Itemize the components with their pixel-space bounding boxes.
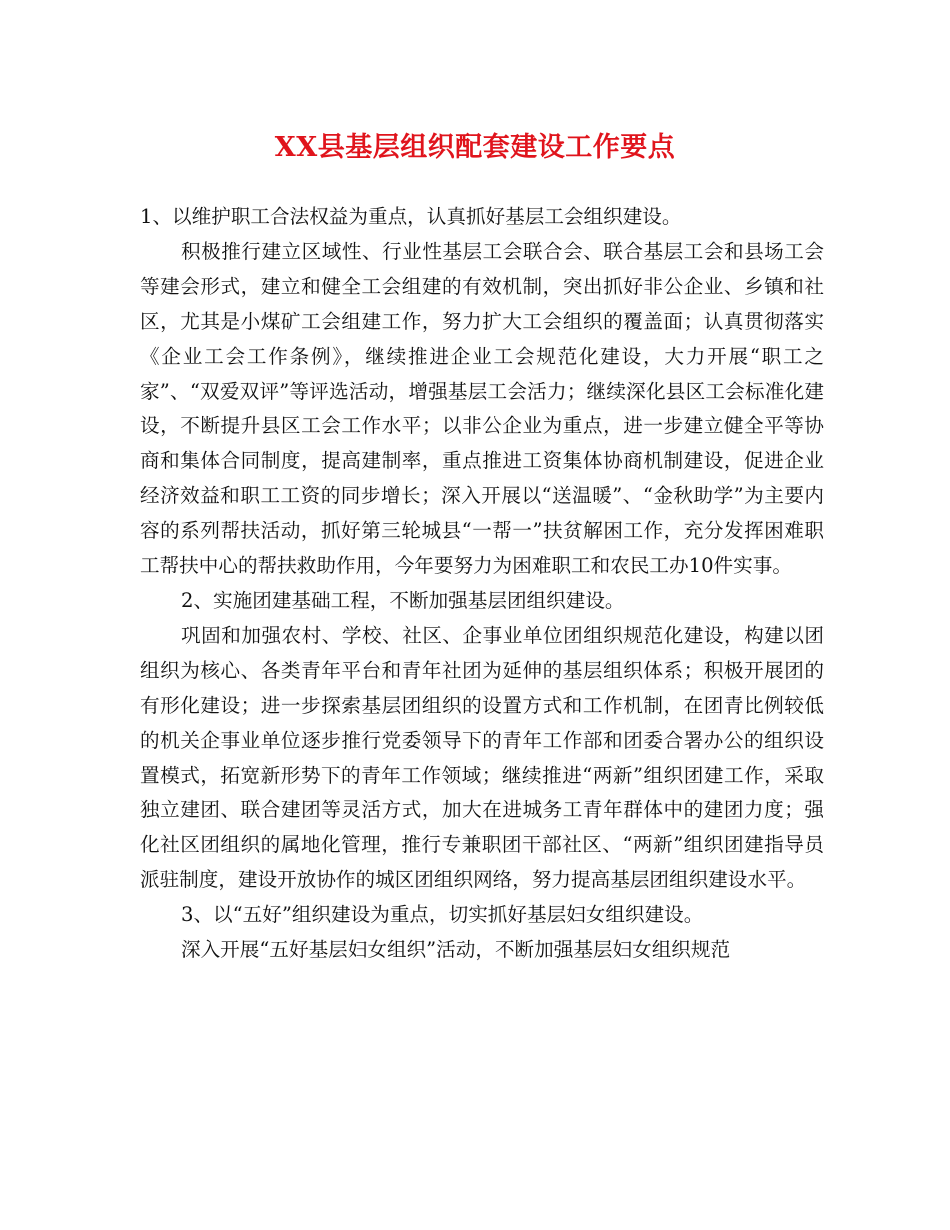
section-3-paragraph: 深入开展“五好基层妇女组织”活动，不断加强基层妇女组织规范 [181,938,731,962]
section-3-heading: 3、以“五好”组织建设为重点，切实抓好基层妇女组织建设。 [181,903,704,927]
section-2-heading: 2、实施团建基础工程，不断加强基层团组织建设。 [181,588,625,612]
section-2-paragraph: 巩固和加强农村、学校、社区、企事业单位团组织规范化建设，构建以团组织为核心、各类青年平台和青年社团为延伸的基层组织体系；积极开展团的有形化建设；进一步探索基层团组织的设置方式和工作机制，在团青比例较低的机关企事业单位逐步推行党委领导下的青年工作部和团委合署办公的组织设置模式，拓宽新形势下的青年工作领域；继续推进“两新”组织团建工作，采取独立建团、联合建团等灵活方式，加大在进城务工青年群体中的建团力度；强化社区团组织的属地化管理，推行专兼职团干部社区、“两新”组织团建指导员派驻制度，建设开放协作的城区团组织网络，努力提高基层团组织建设水平。 [140,623,824,892]
section-1-paragraph: 积极推行建立区域性、行业性基层工会联合会、联合基层工会和县场工会等建会形式，建立和健全工会组建的有效机制，突出抓好非公企业、乡镇和社区，尤其是小煤矿工会组建工作，努力扩大工会组织的覆盖面；认真贯彻落实《企业工会工作条例》，继续推进企业工会规范化建设，大力开展“职工之家”、“双爱双评”等评选活动，增强基层工会活力；继续深化县区工会标准化建设，不断提升县区工会工作水平；以非公企业为重点，进一步建立健全平等协商和集体合同制度，提高建制率，重点推进工资集体协商机制建设，促进企业经济效益和职工工资的同步增长；深入开展以“送温暖”、“金秋助学”为主要内容的系列帮扶活动，抓好第三轮城县“一帮一”扶贫解困工作，充分发挥困难职工帮扶中心的帮扶救助作用，今年要努力为困难职工和农民工办10件实事。 [140,239,824,578]
document-title: XX县基层组织配套建设工作要点 [274,132,676,163]
section-1-heading: 1、以维护职工合法权益为重点，认真抓好基层工会组织建设。 [140,205,682,228]
document-body [140,200,824,968]
